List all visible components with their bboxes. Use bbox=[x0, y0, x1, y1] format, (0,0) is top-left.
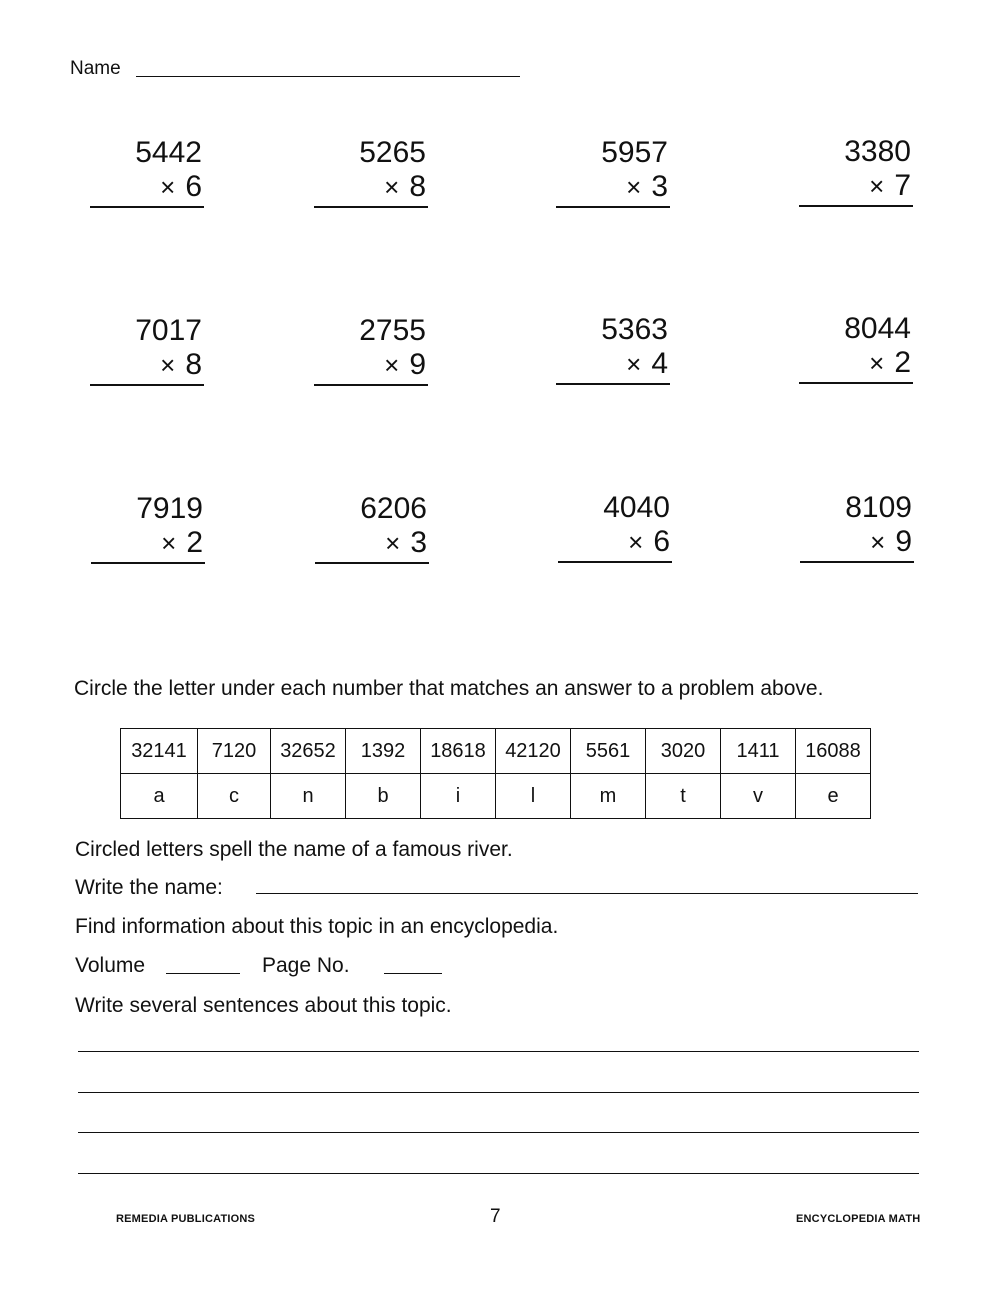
circled-letters-text: Circled letters spell the name of a famous river. bbox=[75, 838, 513, 861]
answer-letter[interactable]: c bbox=[198, 774, 271, 819]
multiplier: 3 bbox=[651, 170, 668, 203]
answer-table bbox=[120, 728, 871, 819]
times-sign: × bbox=[869, 171, 885, 201]
multiplier: 9 bbox=[895, 525, 912, 558]
multiplicand: 4040 bbox=[603, 491, 670, 524]
multiplier: 6 bbox=[653, 525, 670, 558]
problem-10 bbox=[315, 492, 429, 564]
answer-number: 1392 bbox=[346, 729, 421, 774]
instruction-text: Circle the letter under each number that matches an answer to a problem above. bbox=[74, 677, 824, 700]
name-label: Name bbox=[70, 58, 121, 79]
multiplier: 8 bbox=[409, 170, 426, 203]
multiplier: 7 bbox=[894, 169, 911, 202]
answer-number: 1411 bbox=[721, 729, 796, 774]
volume-label: Volume bbox=[75, 954, 146, 977]
times-sign: × bbox=[626, 172, 642, 202]
multiplier: 6 bbox=[185, 170, 202, 203]
multiplicand: 6206 bbox=[360, 492, 427, 525]
page-number: 7 bbox=[490, 1206, 501, 1227]
answer-number: 7120 bbox=[198, 729, 271, 774]
answer-letter[interactable]: n bbox=[271, 774, 346, 819]
problem-8 bbox=[799, 312, 913, 384]
publisher-name: REMEDIA PUBLICATIONS bbox=[116, 1213, 256, 1225]
multiplier-row bbox=[799, 346, 913, 384]
problem-9 bbox=[91, 492, 205, 564]
multiplier-row bbox=[799, 169, 913, 207]
problem-7 bbox=[556, 313, 670, 385]
river-name-line[interactable] bbox=[256, 893, 918, 894]
answer-letter[interactable]: a bbox=[121, 774, 198, 819]
name-field-line[interactable] bbox=[136, 76, 520, 77]
problem-2 bbox=[314, 136, 428, 208]
problem-3 bbox=[556, 136, 670, 208]
multiplicand: 2755 bbox=[359, 314, 426, 347]
multiplier: 2 bbox=[186, 526, 203, 559]
write-sentences-text: Write several sentences about this topic. bbox=[75, 994, 452, 1017]
answer-letter[interactable]: b bbox=[346, 774, 421, 819]
multiplicand: 5957 bbox=[601, 136, 668, 169]
multiplier-row bbox=[315, 526, 429, 564]
answer-letters-row bbox=[121, 774, 871, 819]
multiplicand: 5265 bbox=[359, 136, 426, 169]
writing-line-1[interactable] bbox=[78, 1051, 919, 1052]
times-sign: × bbox=[160, 350, 176, 380]
multiplier-row bbox=[90, 348, 204, 386]
multiplicand: 8044 bbox=[844, 312, 911, 345]
times-sign: × bbox=[870, 527, 886, 557]
times-sign: × bbox=[869, 348, 885, 378]
multiplier: 3 bbox=[410, 526, 427, 559]
writing-line-3[interactable] bbox=[78, 1132, 919, 1133]
writing-line-2[interactable] bbox=[78, 1092, 919, 1093]
problem-5 bbox=[90, 314, 204, 386]
multiplier: 9 bbox=[409, 348, 426, 381]
problem-4 bbox=[799, 135, 913, 207]
times-sign: × bbox=[628, 527, 644, 557]
multiplicand: 5442 bbox=[135, 136, 202, 169]
answer-number: 18618 bbox=[421, 729, 496, 774]
write-name-label: Write the name: bbox=[75, 876, 223, 899]
problem-11 bbox=[558, 491, 672, 563]
answer-number: 16088 bbox=[796, 729, 871, 774]
volume-line[interactable] bbox=[166, 973, 240, 974]
multiplier-row bbox=[90, 170, 204, 208]
problem-6 bbox=[314, 314, 428, 386]
multiplier-row bbox=[314, 348, 428, 386]
multiplier-row bbox=[800, 525, 914, 563]
multiplier: 2 bbox=[894, 346, 911, 379]
book-title: ENCYCLOPEDIA MATH bbox=[796, 1213, 921, 1225]
answer-letter[interactable]: l bbox=[496, 774, 571, 819]
answer-number: 32652 bbox=[271, 729, 346, 774]
multiplier: 4 bbox=[651, 347, 668, 380]
answer-letter[interactable]: i bbox=[421, 774, 496, 819]
multiplier-row bbox=[91, 526, 205, 564]
times-sign: × bbox=[384, 350, 400, 380]
multiplicand: 5363 bbox=[601, 313, 668, 346]
multiplicand: 8109 bbox=[845, 491, 912, 524]
multiplier-row bbox=[556, 347, 670, 385]
answer-letter[interactable]: t bbox=[646, 774, 721, 819]
answer-number: 32141 bbox=[121, 729, 198, 774]
page-no-line[interactable] bbox=[384, 973, 442, 974]
answer-number: 3020 bbox=[646, 729, 721, 774]
find-info-text: Find information about this topic in an encyclopedia. bbox=[75, 915, 559, 938]
multiplier-row bbox=[558, 525, 672, 563]
answer-letter[interactable]: v bbox=[721, 774, 796, 819]
multiplicand: 7017 bbox=[135, 314, 202, 347]
page-no-label: Page No. bbox=[262, 954, 350, 977]
times-sign: × bbox=[384, 172, 400, 202]
answer-numbers-row bbox=[121, 729, 871, 774]
times-sign: × bbox=[161, 528, 177, 558]
multiplier-row bbox=[556, 170, 670, 208]
problem-12 bbox=[800, 491, 914, 563]
multiplier: 8 bbox=[185, 348, 202, 381]
times-sign: × bbox=[385, 528, 401, 558]
multiplicand: 7919 bbox=[136, 492, 203, 525]
times-sign: × bbox=[626, 349, 642, 379]
writing-line-4[interactable] bbox=[78, 1173, 919, 1174]
multiplicand: 3380 bbox=[844, 135, 911, 168]
answer-number: 42120 bbox=[496, 729, 571, 774]
problem-1 bbox=[90, 136, 204, 208]
answer-number: 5561 bbox=[571, 729, 646, 774]
answer-letter[interactable]: e bbox=[796, 774, 871, 819]
answer-letter[interactable]: m bbox=[571, 774, 646, 819]
multiplier-row bbox=[314, 170, 428, 208]
times-sign: × bbox=[160, 172, 176, 202]
